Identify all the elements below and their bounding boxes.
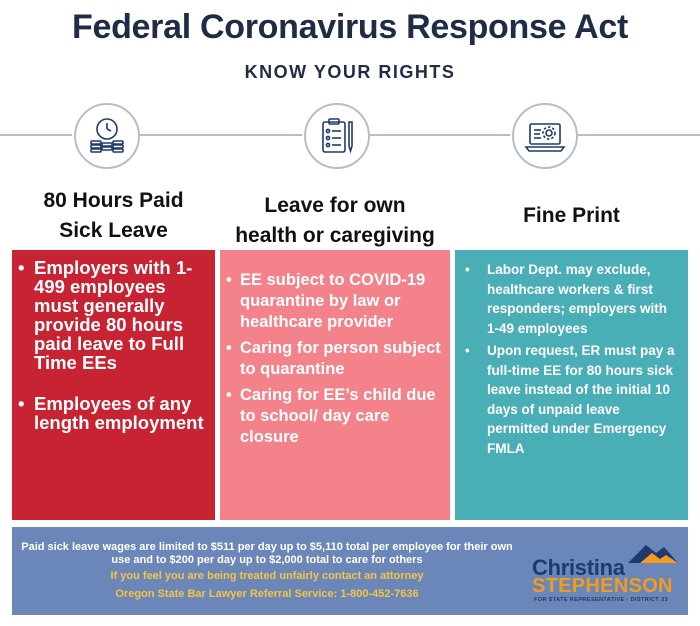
attorney-note: If you feel you are being treated unfairly contact an attorney xyxy=(110,570,424,582)
fine-print-box xyxy=(455,250,688,520)
column-title-fine-print: Fine Print xyxy=(523,204,620,227)
wage-limit-note: Paid sick leave wages are limited to $511 per day up to $5,110 total per employee for their own use and to $200 per day up to $2,000 total to care for others xyxy=(21,541,513,566)
column-title-caregiving: Leave for own health or caregiving xyxy=(235,194,435,247)
list-item: • Employees of any length employment xyxy=(34,394,209,432)
list-item: • Upon request, ER must pay a full-time EE for 80 hours sick leave instead of the initial 10 days of unpaid leave permitted under Emergency FMLA xyxy=(487,341,682,458)
divider-line xyxy=(370,134,510,136)
mountain-logo-icon xyxy=(626,539,680,565)
page-title: Federal Coronavirus Response Act xyxy=(72,8,628,46)
list-item: • Labor Dept. may exclude, healthcare workers & first responders; employers with 1-49 employees xyxy=(487,260,682,338)
divider-line xyxy=(0,134,72,136)
referral-service-note: Oregon State Bar Lawyer Referral Service: 1-800-452-7636 xyxy=(115,588,419,600)
column-title-sick-leave: 80 Hours Paid Sick Leave xyxy=(43,189,184,242)
divider-line xyxy=(140,134,302,136)
footer-banner xyxy=(12,527,688,615)
campaign-logo: Christina STEPHENSON FOR STATE REPRESENTATIVE · DISTRICT 33 xyxy=(532,535,682,611)
divider-line xyxy=(578,134,700,136)
coins-clock-icon xyxy=(74,103,140,169)
list-item: • Employers with 1-499 employees must generally provide 80 hours paid leave to Full Time EEs xyxy=(34,258,209,372)
caregiving-box xyxy=(220,250,450,520)
list-item: • Caring for EE’s child due to school/ day care closure xyxy=(240,385,444,448)
page-subtitle: KNOW YOUR RIGHTS xyxy=(244,62,456,82)
clipboard-pen-icon xyxy=(304,103,370,169)
list-item: • Caring for person subject to quarantine xyxy=(240,338,444,380)
laptop-gear-icon xyxy=(512,103,578,169)
sick-leave-box xyxy=(12,250,215,520)
list-item: • EE subject to COVID-19 quarantine by law or healthcare provider xyxy=(240,270,444,333)
